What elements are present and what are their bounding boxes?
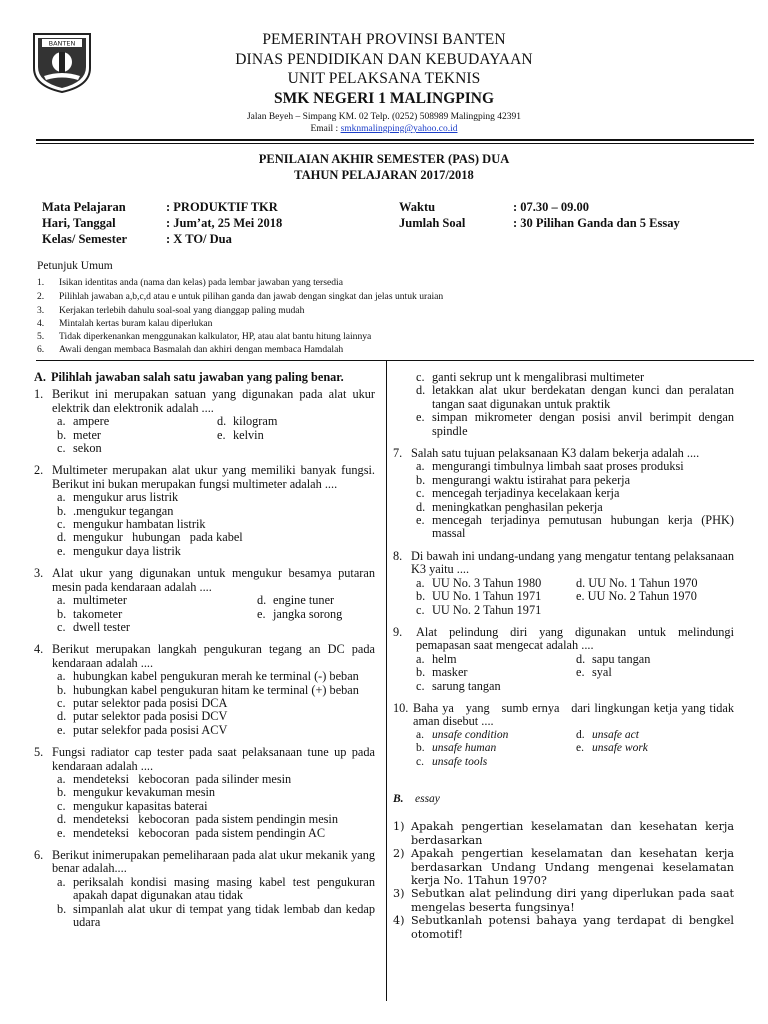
q4-option-d: d. putar selektor pada posisi DCV: [57, 709, 228, 724]
q5-option-a: a. mendeteksi kebocoran pada silinder mesin: [57, 771, 292, 786]
q7-option-d: d. meningkatkan penghasilan pekerja: [416, 499, 603, 514]
kelas-value: : X TO/ Dua: [166, 232, 232, 246]
exam-title: PENILAIAN AKHIR SEMESTER (PAS) DUA: [258, 152, 510, 166]
kelas-label: Kelas/ Semester: [42, 232, 128, 246]
q10-options-row: b. unsafe human e. unsafe work: [416, 742, 648, 755]
q6-option-a: a. periksalah kondisi masing masing kabel test pengukuran apakah dapat digunakan atau tidak: [57, 874, 375, 903]
question-7: 7. Salah satu tujuan pelaksanaan K3 dalam bekerja adalah ....: [393, 446, 700, 461]
essay-1: 1) Apakah pengertian keselamatan dan kesehatan kerja berdasarkan: [393, 820, 734, 847]
petunjuk-item: 3. Kerjakan terlebih dahulu soal-soal yang dianggap paling mudah: [37, 305, 305, 316]
header-line-2: DINAS PENDIDIKAN DAN KEBUDAYAAN: [235, 51, 533, 68]
waktu-label: Waktu: [399, 200, 436, 214]
question-2: 2. Multimeter merupakan alat ukur yang memiliki banyak fungsi. Berikut ini bukan merupakan fungsi multimeter adalah ....: [34, 463, 375, 491]
petunjuk-title: Petunjuk Umum: [37, 260, 113, 272]
q10-option-c: c. unsafe tools: [416, 755, 488, 768]
q5-option-d: d. mendeteksi kebocoran pada sistem pendingin mesin: [57, 812, 339, 827]
left-column: [34, 371, 375, 929]
q2-option-a: a. mengukur arus listrik: [57, 490, 179, 505]
q7-option-c: c. mencegah terjadinya kecelakaan kerja: [416, 486, 620, 501]
school-address: Jalan Beyeh – Simpang KM. 02 Telp. (0252) 508989 Malingping 42391: [246, 112, 522, 122]
q9-options-row: b. masker e. syal: [416, 665, 612, 680]
email-label: Email :: [310, 124, 341, 134]
jumlah-label: Jumlah Soal: [399, 216, 466, 230]
hari-value: : Jum’at, 25 Mei 2018: [166, 216, 283, 230]
school-email: [0, 124, 768, 134]
q4-option-b: b. hubungkan kabel pengukuran hitam ke terminal (+) beban: [57, 682, 359, 697]
q2-option-d: d. mengukur hubungan pada kabel: [57, 530, 243, 545]
q8-option-c: c. UU No. 2 Tahun 1971: [416, 602, 542, 617]
q3-options-row: b. takometer e. jangka sorong: [57, 606, 343, 621]
section-divider: [36, 360, 754, 361]
q6-option-d: d. letakkan alat ukur berdekatan dengan kunci dan peralatan tangan saat digunakan untuk praktik: [416, 383, 734, 411]
waktu-value: : 07.30 – 09.00: [513, 200, 590, 214]
section-a-heading: A. Pilihlah jawaban salah satu jawaban yang paling benar.: [34, 370, 344, 384]
header-line-3: UNIT PELAKSANA TEKNIS: [287, 70, 481, 87]
question-4: 4. Berikut merupakan langkah pengukuran tegang an DC pada kendaraan adalah ....: [34, 642, 375, 670]
right-column: [393, 370, 738, 941]
q2-option-e: e. mengukur daya listrik: [57, 543, 181, 558]
q2-option-c: c. mengukur hambatan listrik: [57, 517, 206, 532]
section-b-heading: B. essay: [393, 792, 440, 805]
question-6: 6. Berikut inimerupakan pemeliharaan pada alat ukur mekanik yang benar adalah....: [34, 848, 375, 876]
q4-option-e: e. putar selekfor pada posisi ACV: [57, 722, 228, 737]
question-8: 8. Di bawah ini undang-undang yang mengatur tentang pelaksanaan K3 yaitu ....: [393, 548, 734, 577]
q8-options-row: b. UU No. 1 Tahun 1971 e. UU No. 2 Tahun 1970: [416, 589, 697, 604]
header-divider-thin: [36, 143, 754, 144]
q10-options-row: a. unsafe condition d. unsafe act: [416, 728, 639, 741]
q7-option-a: a. mengurangi timbulnya limbah saat proses produksi: [416, 459, 684, 474]
svg-text:BANTEN: BANTEN: [48, 39, 76, 48]
q7-option-e: e. mencegah terjadinya pemutusan hubungan kerja (PHK) massal: [416, 513, 734, 541]
question-10: 10. Baha ya yang sumb ernya dari lingkungan ketja yang tidak aman disebut ....: [393, 700, 738, 729]
school-name: SMK NEGERI 1 MALINGPING: [273, 90, 495, 107]
q6-option-c: c. ganti sekrup unt k mengalibrasi multimeter: [416, 370, 645, 384]
petunjuk-item: 1. Isikan identitas anda (nama dan kelas) pada lembar jawaban yang tersedia: [37, 277, 343, 288]
question-9: 9. Alat pelindung diri yang digunakan untuk melindungi pemapasan saat mengecat adalah ....: [393, 624, 734, 653]
essay-2: 2) Apakah pengertian keselamatan dan kesehatan kerja berdasarkan Undang Undang mengenai keselamatan kerja No. 1Tahun 1970?: [393, 847, 734, 887]
essay-3: 3) Sebutkan alat pelindung diri yang diperlukan pada saat mengelas beserta fungsinya!: [393, 887, 734, 914]
q6-option-b: b. simpanlah alat ukur di tempat yang tidak lembab dan kedap udara: [57, 901, 375, 930]
column-divider: [386, 361, 387, 1001]
q2-option-b: b. .mengukur tegangan: [57, 503, 174, 518]
q5-option-e: e. mendeteksi kebocoran pada sistem pendingin AC: [57, 825, 326, 840]
q5-option-b: b. mengukur kevakuman mesin: [57, 785, 216, 800]
question-3: 3. Alat ukur yang digunakan untuk mengukur besamya putaran mesin pada kendaraan adalah ....: [34, 566, 375, 594]
question-1: 1. Berikut ini merupakan satuan yang digunakan pada alat ukur elektrik dan elektronik adalah ....: [34, 387, 375, 415]
q9-option-c: c. sarung tangan: [416, 678, 501, 693]
q9-options-row: a. helm d. sapu tangan: [416, 651, 651, 666]
q6-option-e: e. simpan mikrometer dengan posisi anvil berimpit dengan spindle: [416, 410, 734, 438]
essay-4: 4) Sebutkanlah potensi bahaya yang terdapat di bengkel otomotif!: [393, 914, 734, 941]
q7-option-b: b. mengurangi waktu istirahat para pekerja: [416, 472, 631, 487]
header-divider: [36, 139, 754, 141]
petunjuk-item: 4. Mintalah kertas buram kalau diperlukan: [37, 318, 213, 329]
petunjuk-item: 6. Awali dengan membaca Basmalah dan akhiri dengan membaca Hamdalah: [37, 344, 344, 355]
q1-options-row: b. meter e. kelvin: [57, 427, 264, 442]
petunjuk-item: 5. Tidak diperkenankan menggunakan kalkulator, HP, atau alat bantu hitung lainnya: [37, 331, 372, 342]
question-5: 5. Fungsi radiator cap tester pada saat pelaksanaan tune up pada kendaraan adalah ....: [34, 745, 375, 773]
jumlah-value: : 30 Pilihan Ganda dan 5 Essay: [513, 216, 680, 230]
q4-option-a: a. hubungkan kabel pengukuran merah ke terminal (-) beban: [57, 669, 359, 684]
q1-options-row: a. ampere d. kilogram: [57, 414, 278, 429]
q1-option-c: c. sekon: [57, 441, 102, 456]
q8-options-row: a. UU No. 3 Tahun 1980 d. UU No. 1 Tahun 1970: [416, 575, 698, 590]
petunjuk-item: 2. Pilihlah jawaban a,b,c,d atau e untuk pilihan ganda dan jawab dengan singkat dan jelas untuk uraian: [37, 291, 444, 302]
hari-label: Hari, Tanggal: [42, 216, 116, 230]
q4-option-c: c. putar selektor pada posisi DCA: [57, 695, 228, 710]
email-link[interactable]: smknmalingping@yahoo.co.id: [340, 124, 458, 134]
q3-option-c: c. dwell tester: [57, 619, 131, 634]
mapel-value: : PRODUKTIF TKR: [166, 200, 278, 214]
header-line-1: PEMERINTAH PROVINSI BANTEN: [262, 31, 506, 48]
mapel-label: Mata Pelajaran: [42, 200, 126, 214]
q5-option-c: c. mengukur kapasitas baterai: [57, 798, 208, 813]
exam-year: TAHUN PELAJARAN 2017/2018: [294, 168, 474, 182]
q3-options-row: a. multimeter d. engine tuner: [57, 593, 335, 608]
